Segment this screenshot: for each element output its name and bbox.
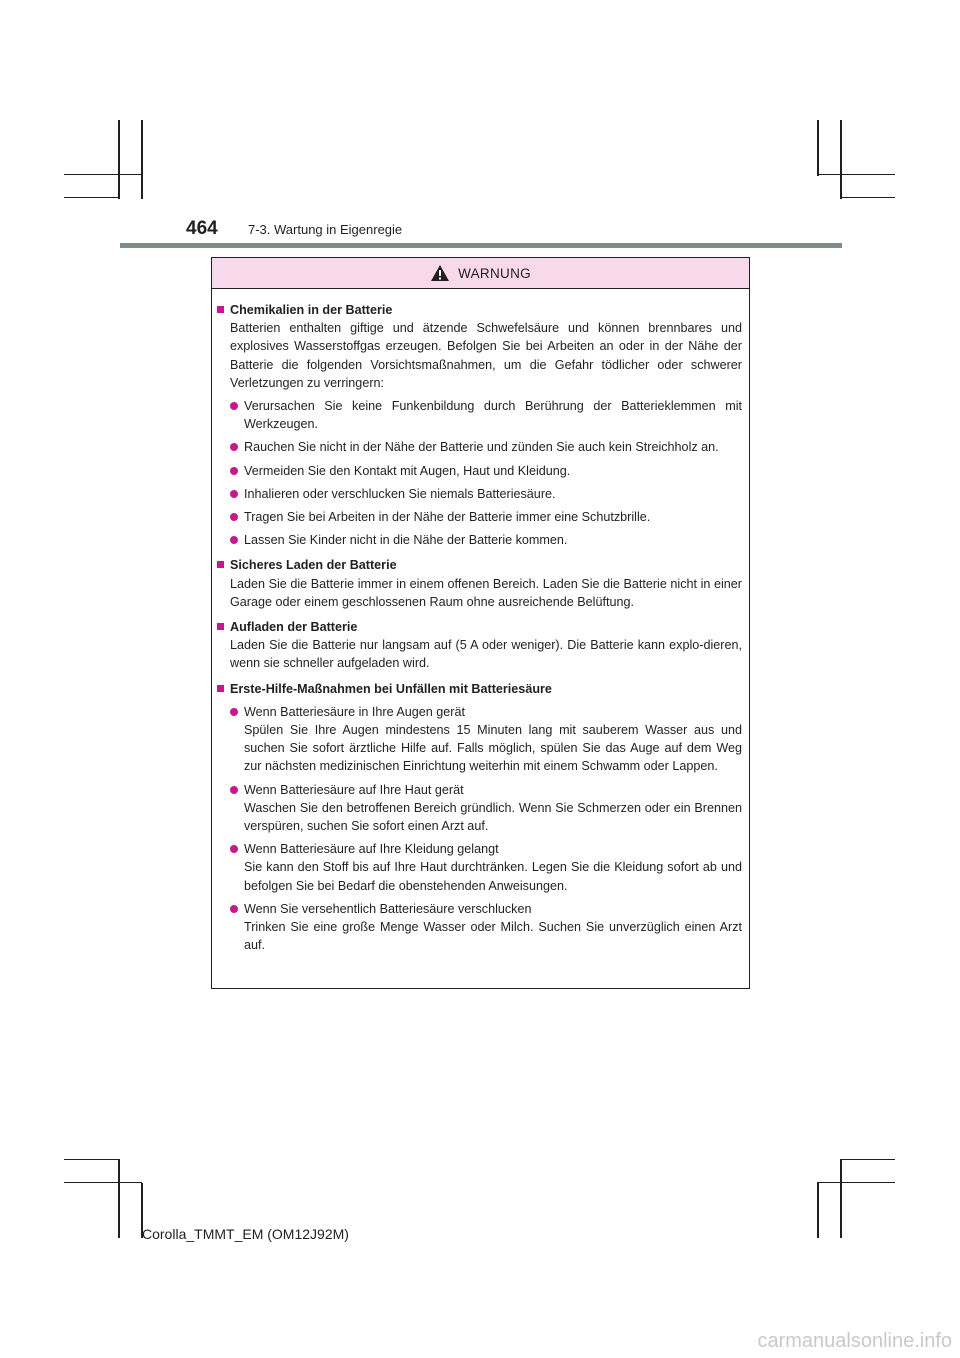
crop-mark xyxy=(64,1159,120,1160)
section-heading xyxy=(216,301,742,319)
list-item-title: Wenn Batteriesäure auf Ihre Kleidung gelangt xyxy=(244,842,499,857)
circle-bullet-icon xyxy=(230,708,238,716)
warning-header xyxy=(212,258,749,289)
heading-text: Sicheres Laden der Batterie xyxy=(230,558,397,573)
list-item-text: Waschen Sie den betroffenen Bereich gründlich. Wenn Sie Schmerzen oder ein Brennen verspüren, suchen Sie sofort einen Arzt auf. xyxy=(244,800,742,834)
circle-bullet-icon xyxy=(230,513,238,521)
list-item xyxy=(230,703,742,776)
list-item-title: Wenn Sie versehentlich Batteriesäure verschlucken xyxy=(244,901,532,916)
circle-bullet-icon xyxy=(230,467,238,475)
list-item-text: Spülen Sie Ihre Augen mindestens 15 Minuten lang mit sauberem Wasser aus und suchen Sie sofort ärztliche Hilfe auf. Falls möglich, spülen Sie das Auge auf dem Weg zur nächsten medizinischen Einrichtung weiterhin mit einem Schwamm oder Lappen. xyxy=(244,723,742,774)
crop-mark xyxy=(817,120,819,176)
crop-mark xyxy=(118,120,120,199)
list-item xyxy=(230,781,742,836)
circle-bullet-icon xyxy=(230,402,238,410)
square-bullet-icon xyxy=(217,685,224,692)
section-title: 7-3. Wartung in Eigenregie xyxy=(248,222,403,237)
heading-text: Chemikalien in der Batterie xyxy=(230,303,393,317)
heading-text: Erste-Hilfe-Maßnahmen bei Unfällen mit Batteriesäure xyxy=(230,681,552,696)
paragraph: Batterien enthalten giftige und ätzende Schwefelsäure und können brennbares und explosives Wasserstoffgas erzeugen. Befolgen Sie bei Arbeiten an oder in der Nähe der Batterie die folgenden Vorsichtsmaßnahmen, um die Gefahr tödlicher oder schwerer Verletzungen zu verringern: xyxy=(230,321,742,390)
list-item xyxy=(230,397,742,433)
heading-text: Aufladen der Batterie xyxy=(230,620,358,635)
list-item-text: Inhalieren oder verschlucken Sie niemals Batteriesäure. xyxy=(244,486,556,501)
square-bullet-icon xyxy=(217,561,224,568)
warning-box xyxy=(211,257,750,989)
footer-code: Corolla_TMMT_EM (OM12J92M) xyxy=(142,1226,349,1242)
circle-bullet-icon xyxy=(230,845,238,853)
crop-mark xyxy=(118,1160,120,1238)
list-item-text: Sie kann den Stoff bis auf Ihre Haut durchtränken. Legen Sie die Kleidung sofort ab und befolgen Sie bei Bedarf die obenstehenden Anweisungen. xyxy=(244,860,742,893)
crop-mark xyxy=(817,1182,895,1183)
square-bullet-icon xyxy=(217,623,224,630)
crop-mark xyxy=(817,1183,819,1238)
crop-mark xyxy=(840,120,842,199)
list-item xyxy=(230,508,742,526)
square-bullet-icon xyxy=(217,306,224,313)
list-item xyxy=(230,462,742,480)
paragraph: Laden Sie die Batterie nur langsam auf (5 A oder weniger). Die Batterie kann explo-dieren, wenn sie schneller aufgeladen wird. xyxy=(230,638,742,671)
crop-mark xyxy=(840,1159,895,1160)
circle-bullet-icon xyxy=(230,905,238,913)
list-item-text: Tragen Sie bei Arbeiten in der Nähe der Batterie immer eine Schutzbrille. xyxy=(244,510,651,525)
watermark[interactable]: carmanualsonline.info xyxy=(757,1330,952,1352)
header-rule xyxy=(120,243,842,248)
list-item-text: Rauchen Sie nicht in der Nähe der Batterie und zünden Sie auch kein Streichholz an. xyxy=(244,440,719,455)
list-item xyxy=(230,900,742,955)
crop-mark xyxy=(64,197,120,198)
list-item-title: Wenn Batteriesäure in Ihre Augen gerät xyxy=(244,704,465,719)
list-item xyxy=(230,840,742,895)
crop-mark xyxy=(840,1160,842,1238)
paragraph: Laden Sie die Batterie immer in einem offenen Bereich. Laden Sie die Batterie nicht in einer Garage oder einem geschlossenen Raum ohne ausreichende Belüftung. xyxy=(230,576,742,609)
warning-triangle-icon xyxy=(430,264,450,282)
crop-mark xyxy=(817,174,895,175)
section-heading xyxy=(216,680,742,698)
crop-mark xyxy=(64,174,142,175)
circle-bullet-icon xyxy=(230,490,238,498)
circle-bullet-icon xyxy=(230,536,238,544)
warning-title: WARNUNG xyxy=(458,265,531,281)
list-item-title: Wenn Batteriesäure auf Ihre Haut gerät xyxy=(244,782,464,797)
crop-mark xyxy=(64,1182,142,1183)
list-item-text: Vermeiden Sie den Kontakt mit Augen, Haut und Kleidung. xyxy=(244,463,571,478)
section-heading xyxy=(216,556,742,574)
list-item-text: Trinken Sie eine große Menge Wasser oder Milch. Suchen Sie unverzüglich einen Arzt auf. xyxy=(244,920,742,953)
list-item xyxy=(230,531,742,549)
crop-mark xyxy=(141,120,143,199)
list-item xyxy=(230,438,742,456)
crop-mark xyxy=(840,197,895,198)
list-item-text: Lassen Sie Kinder nicht in die Nähe der Batterie kommen. xyxy=(244,533,568,548)
list-item-text: Verursachen Sie keine Funkenbildung durch Berührung der Batterieklemmen mit Werkzeugen. xyxy=(244,399,742,432)
circle-bullet-icon xyxy=(230,443,238,451)
page-number: 464 xyxy=(186,218,218,239)
section-heading xyxy=(216,618,742,636)
circle-bullet-icon xyxy=(230,786,238,794)
list-item xyxy=(230,485,742,503)
page-header xyxy=(186,218,402,240)
warning-body xyxy=(212,289,749,955)
